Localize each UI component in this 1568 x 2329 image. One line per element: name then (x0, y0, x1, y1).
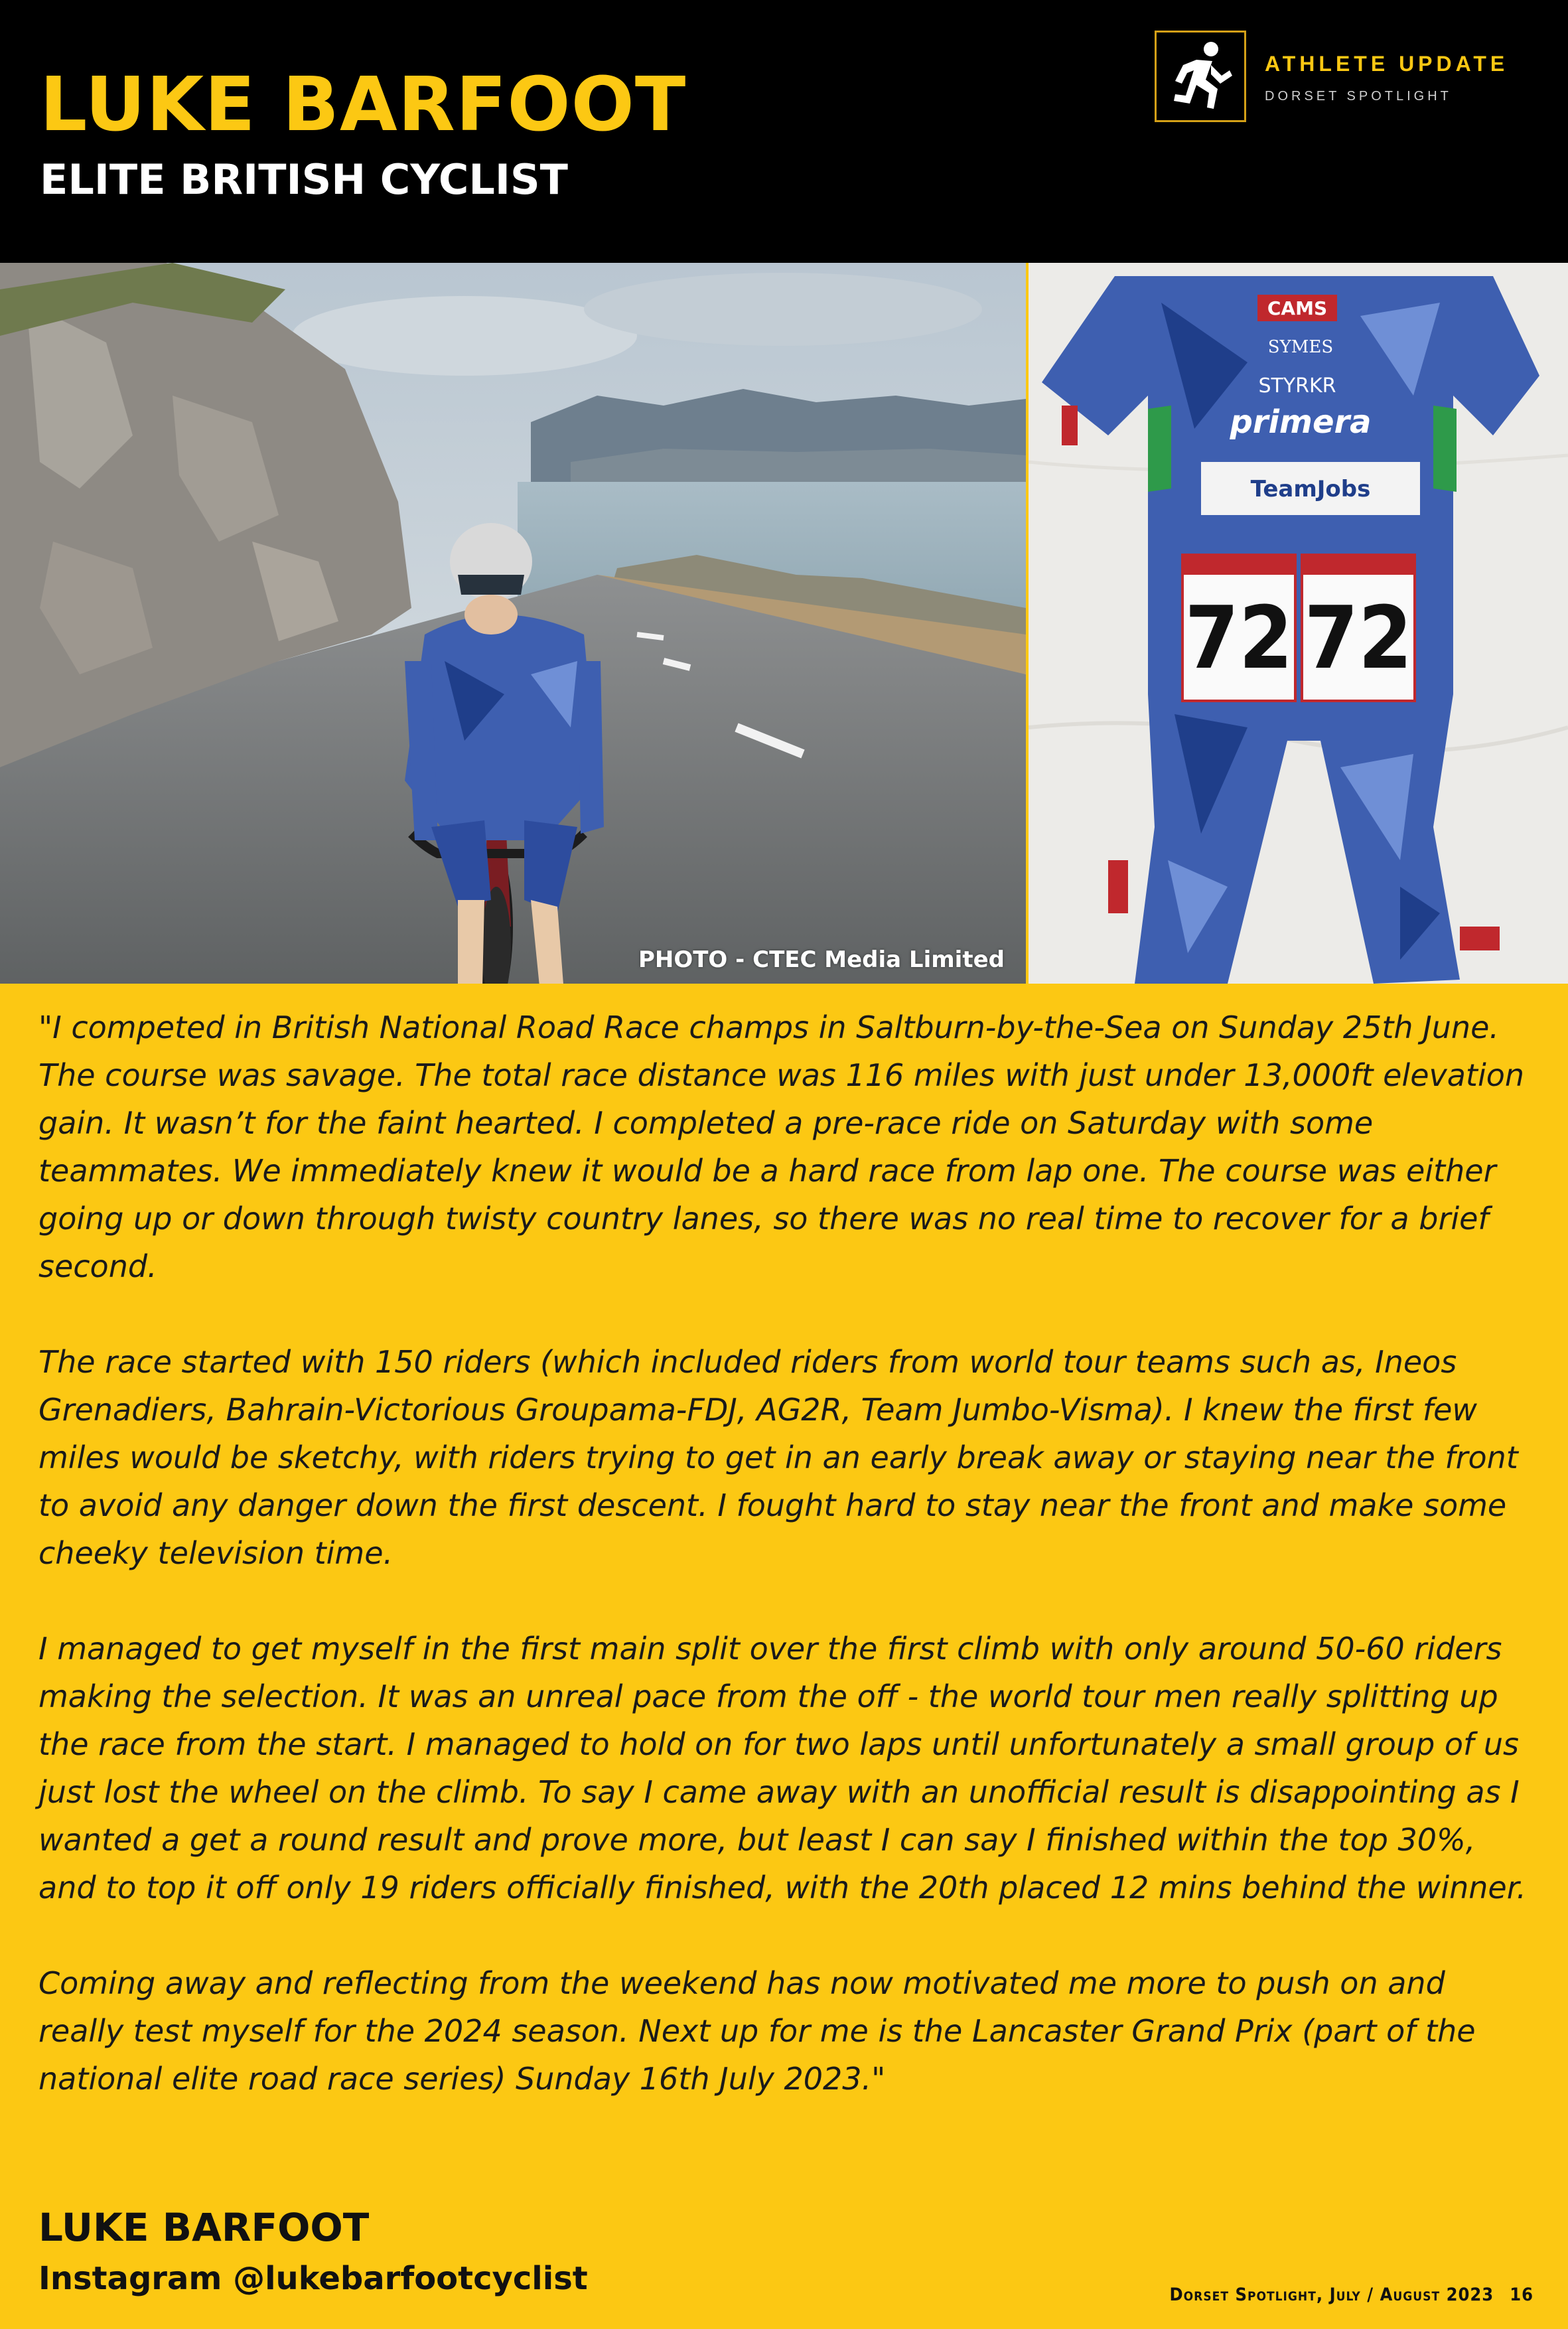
cams-logo: CAMS (1267, 297, 1328, 319)
cyclist-photo-illustration (0, 263, 1026, 984)
page-footer (1169, 2285, 1533, 2305)
race-number-right: 72 (1304, 587, 1413, 688)
article-paragraph-1: "I competed in British National Road Race champs in Saltburn-by-the-Sea on Sunday 25th June. The course was savage. The total race distance was 116 miles with just under 13,000ft elevation gain. It wasn’t for the faint hearted. I completed a pre-race ride on Saturday with some teammates. We immediately knew it would be a hard race from lap one. The course was either going up or down through twisty country lanes, so there was no real time to recover for a brief second. (38, 1010, 1525, 1284)
skinsuit-photo (1029, 263, 1568, 984)
article-paragraph-3: I managed to get myself in the first main split over the first climb with only around 50-60 riders making the selection. It was an unreal pace from the off - the world tour men really splitting up the race from the start. I managed to hold on for two laps until unfortunately a small group of us just lost the wheel on the climb. To say I came away with an unofficial result is disappointing as I wanted a get a round result and prove more, but least I can say I finished within the top 30%, and to top it off only 19 riders officially finished, with the 20th placed 12 mins behind the winner. (38, 1631, 1527, 1906)
page-number: 16 (1510, 2285, 1533, 2305)
photo-credit: PHOTO - CTEC Media Limited (638, 946, 1005, 973)
badge-title: ATHLETE UPDATE (1265, 52, 1509, 76)
primera-logo: primera (1230, 404, 1372, 441)
article-paragraph-2: The race started with 150 riders (which included riders from world tour teams such as, Ineos Grenadiers, Bahrain-Victorious Groupama-FDJ, AG2R, Team Jumbo-Visma). I knew the first few miles would be sketchy, with riders trying to get in an early break away or staying near the front to avoid any danger down the first descent. I fought hard to stay near the front and make some cheeky television time. (38, 1344, 1518, 1571)
athlete-update-badge (1155, 31, 1246, 122)
badge-subtitle: DORSET SPOTLIGHT (1265, 89, 1452, 104)
skinsuit-illustration (1029, 263, 1568, 984)
runner-icon (1167, 40, 1234, 113)
athlete-name-heading: LUKE BARFOOT (40, 62, 687, 148)
instagram-handle: Instagram @lukebarfootcyclist (38, 2260, 588, 2297)
styrkr-logo: STYRKR (1258, 374, 1336, 398)
signature-name: LUKE BARFOOT (38, 2205, 370, 2250)
article-body (38, 1004, 1532, 2150)
symes-logo: SYMES (1267, 337, 1334, 357)
race-number-left: 72 (1184, 587, 1293, 688)
header-banner (0, 0, 1568, 263)
athlete-subtitle: ELITE BRITISH CYCLIST (40, 155, 568, 204)
teamjobs-logo: TeamJobs (1250, 476, 1371, 502)
article-paragraph-4: Coming away and reflecting from the weekend has now motivated me more to push on and really test myself for the 2024 season. Next up for me is the Lancaster Grand Prix (part of the national elite road race series) Sunday 16th July 2023." (38, 1965, 1476, 2097)
cyclist-photo (0, 263, 1026, 984)
publication-info: Dorset Spotlight, July / August 2023 (1169, 2285, 1494, 2305)
